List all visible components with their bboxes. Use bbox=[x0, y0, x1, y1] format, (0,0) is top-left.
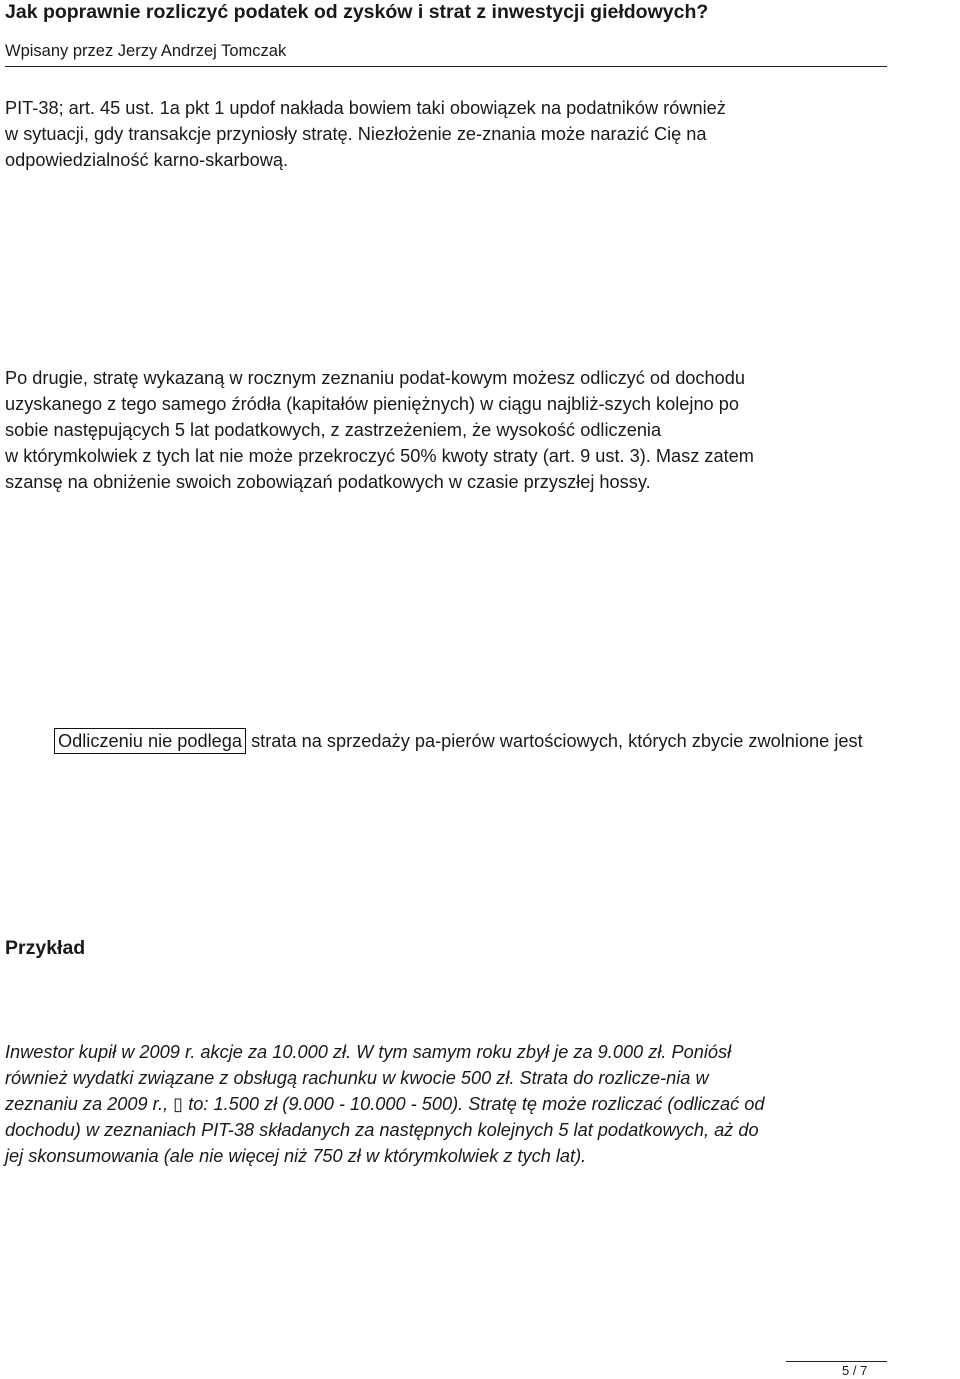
text-line: sobie następujących 5 lat podatkowych, z zastrzeżeniem, że wysokość odliczenia bbox=[5, 420, 662, 440]
text-line: Po drugie, stratę wykazaną w rocznym zeznaniu podat-kowym możesz odliczyć od dochodu bbox=[5, 368, 745, 388]
text-line: uzyskanego z tego samego źródła (kapitałów pieniężnych) w ciągu najbliż-szych kolejno po bbox=[5, 394, 739, 414]
text-line: jej skonsumowania (ale nie więcej niż 750 zł w którymkolwiek z tych lat). bbox=[5, 1146, 587, 1166]
text-line: Inwestor kupił w 2009 r. akcje za 10.000 zł. W tym samym roku zbył je za 9.000 zł. Poniósł bbox=[5, 1042, 732, 1062]
text-line: strata na sprzedaży pa-pierów wartościowych, których zbycie zwolnione jest bbox=[246, 731, 863, 751]
text-line: dochodu) w zeznaniach PIT-38 składanych za następnych kolejnych 5 lat podatkowych, aż do bbox=[5, 1120, 759, 1140]
text-line: szansę na obniżenie swoich zobowiązań podatkowych w czasie przyszłej hossy. bbox=[5, 472, 651, 492]
text-line: zeznaniu za 2009 r., ▯ to: 1.500 zł (9.000 - 10.000 - 500). Stratę tę może rozliczać (odliczać od bbox=[5, 1094, 765, 1114]
footer-divider bbox=[786, 1361, 887, 1362]
text-line: PIT-38; art. 45 ust. 1a pkt 1 updof nakłada bowiem taki obowiązek na podatników również bbox=[5, 98, 726, 118]
text-line: w którymkolwiek z tych lat nie może przekroczyć 50% kwoty straty (art. 9 ust. 3). Masz zatem bbox=[5, 446, 754, 466]
text-line: odpowiedzialność karno-skarbową. bbox=[5, 150, 289, 170]
paragraph-loss-deduction bbox=[5, 365, 754, 495]
page-number: 5 / 7 bbox=[842, 1363, 868, 1378]
highlighted-term: Odliczeniu nie podlega bbox=[54, 728, 246, 754]
paragraph-filing-obligation bbox=[5, 95, 726, 173]
text-line: również wydatki związane z obsługą rachunku w kwocie 500 zł. Strata do rozlicze-nia w bbox=[5, 1068, 709, 1088]
document-title: Jak poprawnie rozliczyć podatek od zysków i strat z inwestycji giełdowych? bbox=[5, 1, 709, 23]
paragraph-example bbox=[5, 1039, 764, 1169]
header-divider bbox=[5, 66, 887, 67]
text-line: w sytuacji, gdy transakcje przyniosły stratę. Niezłożenie ze-znania może narazić Cię na bbox=[5, 124, 707, 144]
paragraph-non-deductible bbox=[5, 728, 960, 754]
example-heading: Przykład bbox=[5, 937, 86, 959]
author-line: Wpisany przez Jerzy Andrzej Tomczak bbox=[5, 42, 287, 60]
